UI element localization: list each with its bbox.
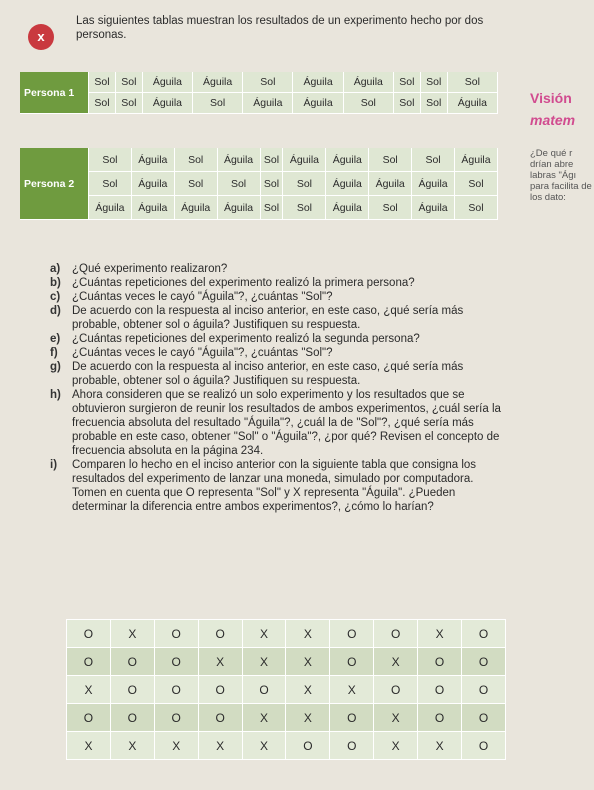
result-cell: Sol [343, 93, 393, 114]
result-cell: Sol [454, 172, 497, 196]
question-text: ¿Cuántas veces le cayó "Águila"?, ¿cuántas "Sol"? [72, 291, 333, 303]
question-label: c) [50, 291, 61, 303]
question-text: Comparen lo hecho en el inciso anterior con la siguiente tabla que consigna los resultados del experimento de lanzar una moneda, simulado por computadora. Tomen en cuenta que O representa "Sol" y X representa "Águila". ¿Pueden determinar la diferencia entre ambos experimentos?, ¿cómo lo harían? [72, 459, 477, 513]
simulation-cell: O [462, 676, 506, 704]
questions-list [50, 262, 510, 514]
simulation-cell: O [198, 620, 242, 648]
result-cell: Sol [420, 93, 447, 114]
simulation-cell: X [198, 648, 242, 676]
result-cell: Sol [283, 172, 326, 196]
result-cell: Sol [89, 172, 132, 196]
intro-text: Las siguientes tablas muestran los resultados de un experimento hecho por dos personas. [76, 15, 484, 41]
simulation-cell: X [374, 648, 418, 676]
result-cell: Águila [174, 196, 217, 220]
simulation-cell: O [67, 704, 111, 732]
simulation-cell: X [242, 704, 286, 732]
simulation-cell: O [418, 648, 462, 676]
simulation-cell: X [286, 620, 330, 648]
result-cell: Águila [293, 72, 343, 93]
result-cell: Águila [131, 196, 174, 220]
question-label: i) [50, 459, 58, 471]
simulation-cell: X [374, 732, 418, 760]
table-row [20, 93, 498, 114]
question-label: g) [50, 361, 61, 373]
question-text: ¿Cuántas veces le cayó "Águila"?, ¿cuántas "Sol"? [72, 347, 333, 359]
question-text: ¿Cuántas repeticiones del experimento realizó la primera persona? [72, 277, 415, 289]
result-cell: Águila [326, 196, 369, 220]
question-item [50, 346, 510, 360]
simulation-cell: X [110, 620, 154, 648]
simulation-table [66, 619, 506, 760]
question-item [50, 262, 510, 276]
result-cell: Sol [89, 72, 116, 93]
result-cell: Águila [89, 196, 132, 220]
result-cell: Águila [131, 148, 174, 172]
question-text: De acuerdo con la respuesta al inciso anterior, en este caso, ¿qué sería más probable, obtener sol o águila? Justifiquen su respuesta. [72, 305, 464, 331]
result-cell: Sol [174, 172, 217, 196]
simulation-cell: O [154, 676, 198, 704]
persona1-table [20, 72, 498, 114]
result-cell: Águila [412, 196, 455, 220]
simulation-cell: X [286, 648, 330, 676]
simulation-cell: O [462, 648, 506, 676]
result-cell: Águila [412, 172, 455, 196]
simulation-cell: O [330, 704, 374, 732]
simulation-cell: O [154, 648, 198, 676]
simulation-cell: X [374, 704, 418, 732]
question-label: a) [50, 263, 61, 275]
result-cell: Águila [326, 148, 369, 172]
result-cell: Sol [369, 148, 412, 172]
simulation-cell: X [67, 676, 111, 704]
simulation-cell: O [374, 620, 418, 648]
simulation-cell: O [198, 676, 242, 704]
question-item [50, 290, 510, 304]
question-item [50, 458, 510, 514]
simulation-cell: X [242, 620, 286, 648]
result-cell: Águila [193, 72, 243, 93]
simulation-cell: X [198, 732, 242, 760]
result-cell: Águila [217, 148, 260, 172]
result-cell: Sol [393, 93, 420, 114]
result-cell: Águila [283, 148, 326, 172]
question-label: h) [50, 389, 61, 401]
table-row [67, 648, 506, 676]
simulation-cell: X [242, 732, 286, 760]
result-cell: Sol [412, 148, 455, 172]
simulation-cell: O [374, 676, 418, 704]
result-cell: Águila [243, 93, 293, 114]
result-cell: Sol [447, 72, 497, 93]
table-row [20, 172, 498, 196]
sidebar-title-matem: matem [530, 112, 576, 128]
result-cell: Águila [454, 148, 497, 172]
simulation-cell: O [462, 620, 506, 648]
result-cell: Águila [369, 172, 412, 196]
table-row [20, 72, 498, 93]
question-label: b) [50, 277, 61, 289]
simulation-cell: O [330, 620, 374, 648]
simulation-cell: O [154, 704, 198, 732]
result-cell: Sol [89, 148, 132, 172]
result-cell: Sol [193, 93, 243, 114]
simulation-cell: O [67, 620, 111, 648]
result-cell: Águila [326, 172, 369, 196]
simulation-cell: O [418, 704, 462, 732]
result-cell: Sol [454, 196, 497, 220]
question-label: e) [50, 333, 61, 345]
result-cell: Águila [293, 93, 343, 114]
simulation-cell: O [330, 648, 374, 676]
question-item [50, 332, 510, 346]
result-cell: Águila [131, 172, 174, 196]
question-label: f) [50, 347, 58, 359]
simulation-cell: O [110, 648, 154, 676]
sidebar-title-vision: Visión [530, 90, 572, 106]
simulation-cell: X [154, 732, 198, 760]
result-cell: Sol [369, 196, 412, 220]
question-label: d) [50, 305, 61, 317]
simulation-cell: X [418, 732, 462, 760]
question-text: ¿Qué experimento realizaron? [72, 263, 228, 275]
simulation-cell: O [110, 676, 154, 704]
simulation-cell: O [418, 676, 462, 704]
simulation-cell: O [67, 648, 111, 676]
result-cell: Sol [283, 196, 326, 220]
question-item [50, 304, 510, 332]
table-row [20, 148, 498, 172]
table-row [67, 704, 506, 732]
simulation-cell: X [286, 676, 330, 704]
question-text: De acuerdo con la respuesta al inciso anterior, en este caso, ¿qué sería más probable, obtener sol o águila? Justifiquen su respuesta. [72, 361, 464, 387]
result-cell: Águila [142, 72, 192, 93]
simulation-cell: X [418, 620, 462, 648]
simulation-cell: O [462, 732, 506, 760]
result-cell: Sol [89, 93, 116, 114]
result-cell: Águila [142, 93, 192, 114]
result-cell: Sol [217, 172, 260, 196]
simulation-cell: X [330, 676, 374, 704]
person-label: Persona 2 [20, 148, 89, 220]
activity-icon: x [28, 24, 54, 50]
simulation-cell: O [242, 676, 286, 704]
question-item [50, 276, 510, 290]
simulation-cell: O [154, 620, 198, 648]
persona2-table [20, 148, 498, 220]
result-cell: Sol [393, 72, 420, 93]
question-text: ¿Cuántas repeticiones del experimento realizó la segunda persona? [72, 333, 420, 345]
result-cell: Sol [243, 72, 293, 93]
result-cell: Sol [260, 172, 283, 196]
sidebar-text: ¿De qué r drían abre labras "Ágı para facilita de los dato: [530, 148, 592, 203]
simulation-cell: O [462, 704, 506, 732]
result-cell: Sol [420, 72, 447, 93]
simulation-cell: O [330, 732, 374, 760]
simulation-cell: O [286, 732, 330, 760]
simulation-cell: X [286, 704, 330, 732]
person-label: Persona 1 [20, 72, 89, 114]
result-cell: Sol [260, 148, 283, 172]
question-text: Ahora consideren que se realizó un solo experimento y los resultados que se obtuvieron surgieron de reunir los resultados de ambos experimentos, ¿cuál sería la frecuencia absoluta del resultado "Águila"?, ¿cuál la de "Sol"?, ¿qué sería más probable en este caso, obtener "Sol" o "Águila"?, ¿por qué? Revisen el concepto de frecuencia absoluta en la página 234. [72, 389, 501, 457]
simulation-cell: O [110, 704, 154, 732]
result-cell: Águila [447, 93, 497, 114]
simulation-cell: X [242, 648, 286, 676]
result-cell: Sol [260, 196, 283, 220]
result-cell: Sol [115, 72, 142, 93]
question-item [50, 388, 510, 458]
simulation-cell: X [67, 732, 111, 760]
simulation-cell: O [198, 704, 242, 732]
question-item [50, 360, 510, 388]
result-cell: Águila [217, 196, 260, 220]
simulation-cell: X [110, 732, 154, 760]
table-row [20, 196, 498, 220]
result-cell: Sol [174, 148, 217, 172]
result-cell: Sol [115, 93, 142, 114]
table-row [67, 620, 506, 648]
table-row [67, 676, 506, 704]
result-cell: Águila [343, 72, 393, 93]
table-row [67, 732, 506, 760]
